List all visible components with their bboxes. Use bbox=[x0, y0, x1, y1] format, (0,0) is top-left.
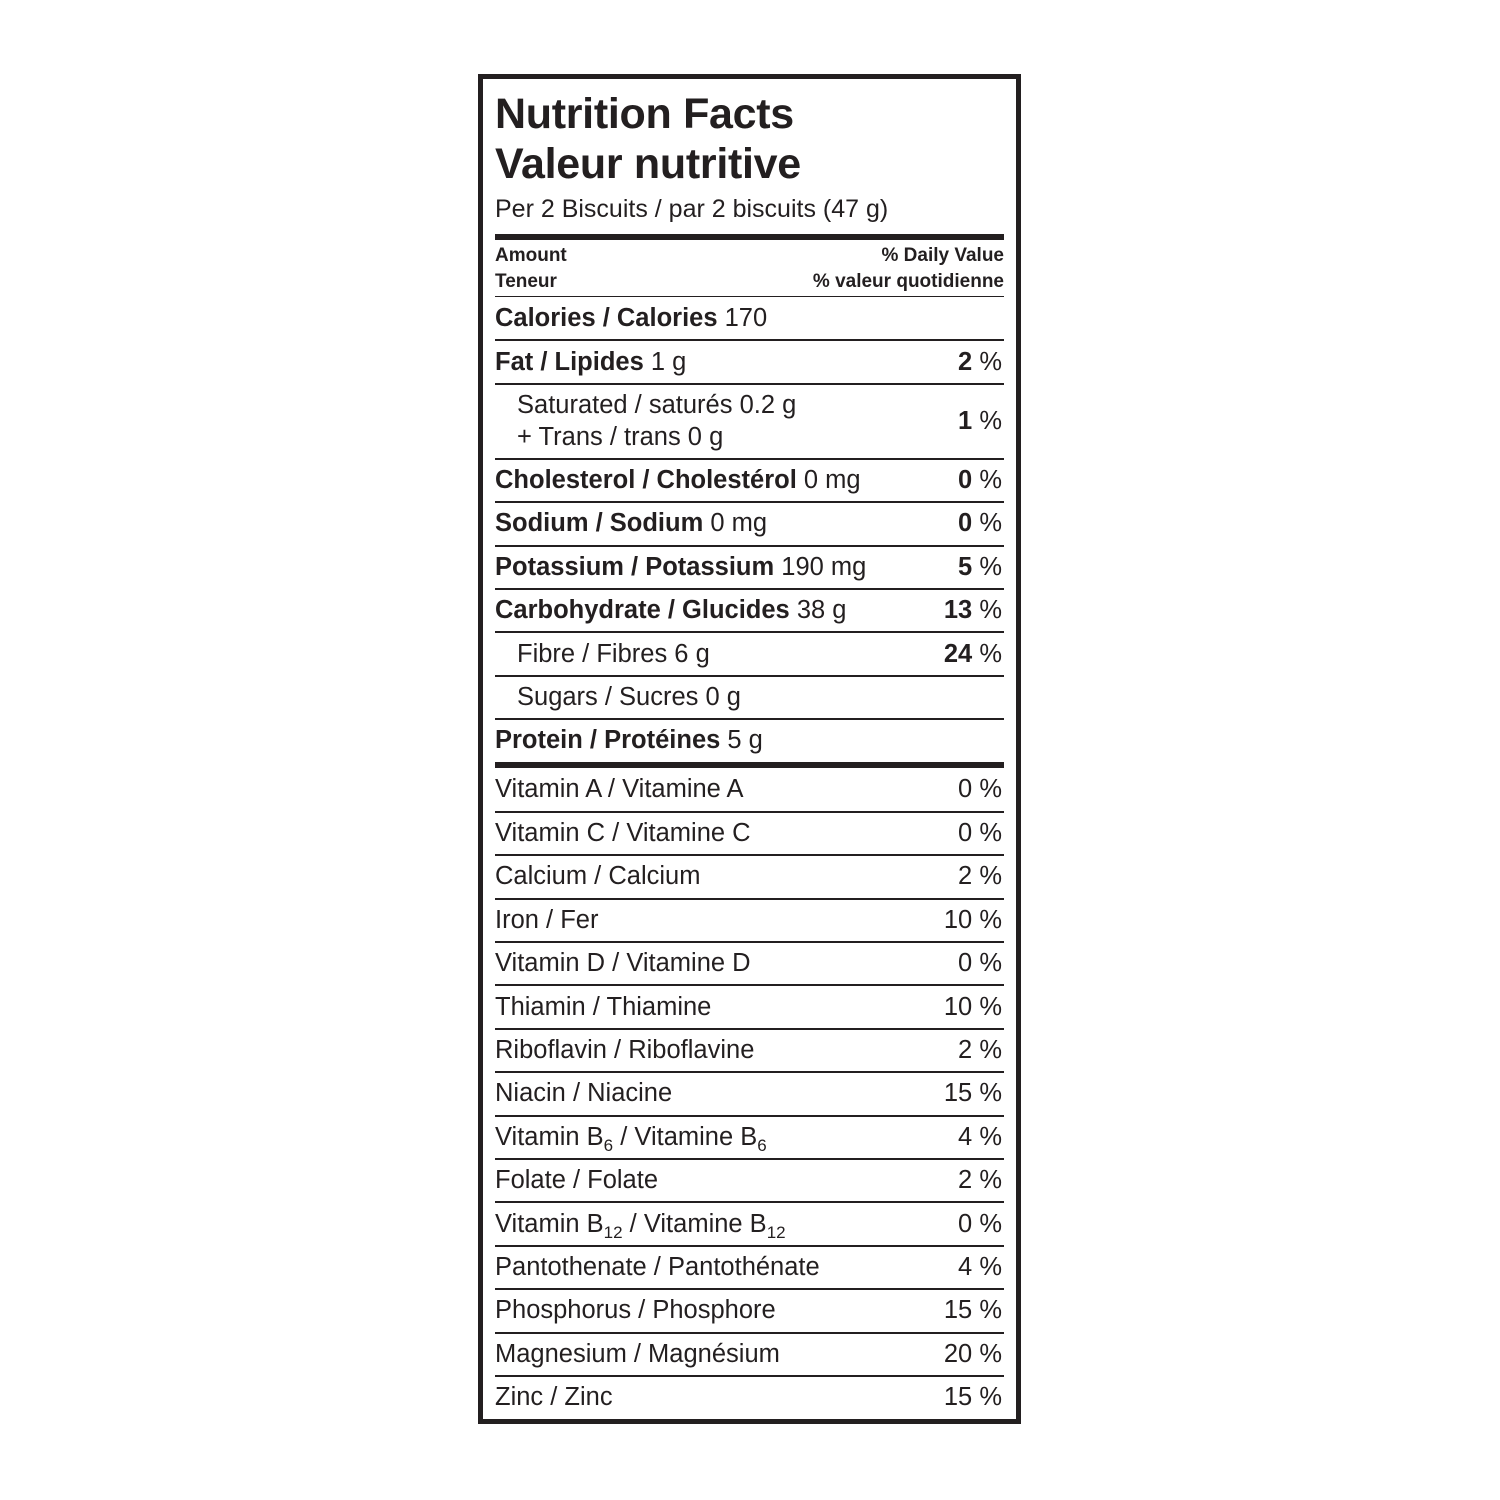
sodium-label: Sodium / Sodium bbox=[495, 509, 704, 538]
vitamin-row bbox=[495, 1071, 1004, 1114]
column-header bbox=[495, 240, 1004, 296]
vitamin-row bbox=[495, 1332, 1004, 1375]
fat-dv-value: 2 bbox=[958, 347, 973, 376]
protein-amount: 5 g bbox=[727, 726, 763, 755]
potassium-dv-percent: % bbox=[979, 552, 1002, 581]
vitamin-dv: 10 % bbox=[943, 992, 1002, 1021]
vitamin-label: Folate / Folate bbox=[495, 1166, 658, 1195]
calories-row bbox=[495, 296, 1004, 339]
carbohydrate-amount: 38 g bbox=[796, 596, 847, 625]
sodium-dv-value: 0 bbox=[958, 509, 973, 538]
vitamin-dv: 0 % bbox=[958, 819, 1002, 848]
potassium-label: Potassium / Potassium bbox=[495, 552, 775, 581]
carbohydrate-dv-value: 13 bbox=[943, 596, 973, 625]
vitamin-row bbox=[495, 1245, 1004, 1288]
vitamin-label-part: Vitamin B bbox=[495, 1209, 604, 1238]
vitamin-label: Thiamin / Thiamine bbox=[495, 992, 712, 1021]
vitamin-dv: 10 % bbox=[943, 905, 1002, 934]
vitamin-subscript: 12 bbox=[603, 1222, 623, 1242]
vitamin-subscript: 6 bbox=[603, 1135, 614, 1155]
vitamin-dv: 0 % bbox=[958, 774, 1002, 803]
cholesterol-dv bbox=[958, 466, 1004, 495]
vitamin-label: Niacin / Niacine bbox=[495, 1079, 673, 1108]
vitamin-label: Iron / Fer bbox=[495, 905, 599, 934]
vitamin-label: Calcium / Calcium bbox=[495, 862, 701, 891]
carbohydrate-dv bbox=[944, 596, 1004, 625]
saturated-trans-dv-value: 1 bbox=[958, 406, 973, 435]
cholesterol-dv-value: 0 bbox=[958, 465, 973, 494]
vitamin-label: Vitamin C / Vitamine C bbox=[495, 819, 751, 848]
amount-header-fr: Teneur bbox=[495, 271, 557, 292]
cholesterol-dv-percent: % bbox=[979, 465, 1002, 494]
title-english: Nutrition Facts bbox=[495, 90, 794, 138]
potassium-text bbox=[495, 553, 866, 582]
fibre-amount: 6 g bbox=[674, 639, 710, 668]
fat-text bbox=[495, 348, 686, 377]
vitamin-dv: 4 % bbox=[958, 1122, 1002, 1151]
amount-header-en: Amount bbox=[495, 245, 567, 266]
sodium-row bbox=[495, 501, 1004, 544]
calories-label: Calories / Calories bbox=[495, 303, 718, 332]
vitamin-dv: 2 % bbox=[958, 1166, 1002, 1195]
protein-row bbox=[495, 718, 1004, 761]
cholesterol-row bbox=[495, 458, 1004, 501]
fibre-dv-value: 24 bbox=[943, 639, 973, 668]
saturated-amount: 0.2 g bbox=[739, 391, 797, 420]
carbohydrate-dv-percent: % bbox=[979, 596, 1002, 625]
vitamin-row bbox=[495, 854, 1004, 897]
sugars-row bbox=[495, 675, 1004, 718]
vitamin-label-part: Vitamin B bbox=[495, 1122, 604, 1151]
vitamin-label-part: / Vitamine B bbox=[620, 1122, 758, 1151]
vitamin-label: Magnesium / Magnésium bbox=[495, 1339, 780, 1368]
carbohydrate-text bbox=[495, 596, 846, 625]
vitamin-label: Pantothenate / Pantothénate bbox=[495, 1253, 820, 1281]
saturated-label: Saturated / saturés bbox=[517, 391, 733, 420]
panel-content bbox=[495, 89, 1004, 1418]
fat-dv-percent: % bbox=[979, 347, 1002, 376]
calories-value: 170 bbox=[724, 303, 768, 332]
nutrition-facts-panel bbox=[478, 74, 1021, 1424]
saturated-trans-dv bbox=[958, 407, 1004, 436]
sugars-amount: 0 g bbox=[705, 682, 741, 711]
vitamin-dv: 4 % bbox=[958, 1253, 1002, 1281]
vitamin-row bbox=[495, 1028, 1004, 1071]
vitamin-dv: 20 % bbox=[943, 1339, 1002, 1368]
vitamin-row bbox=[495, 1288, 1004, 1331]
vitamin-label: Phosphorus / Phosphore bbox=[495, 1296, 776, 1325]
vitamin-subscript: 12 bbox=[766, 1222, 786, 1242]
trans-label: + Trans / trans bbox=[517, 423, 681, 452]
protein-label: Protein / Protéines bbox=[495, 726, 721, 755]
vitamin-row bbox=[495, 1158, 1004, 1201]
trans-amount: 0 g bbox=[687, 423, 724, 452]
cholesterol-label: Cholesterol / Cholestérol bbox=[495, 465, 797, 494]
saturated-trans-dv-percent: % bbox=[979, 406, 1002, 435]
amount-header bbox=[495, 243, 567, 296]
fibre-text bbox=[495, 640, 710, 669]
fat-label: Fat / Lipides bbox=[495, 347, 644, 376]
fibre-dv bbox=[944, 640, 1004, 669]
vitamin-dv: 2 % bbox=[958, 1036, 1002, 1065]
vitamin-row bbox=[495, 1115, 1004, 1158]
carbohydrate-row bbox=[495, 588, 1004, 631]
sugars-label: Sugars / Sucres bbox=[517, 682, 699, 711]
vitamin-dv: 0 % bbox=[958, 1209, 1002, 1238]
vitamin-dv: 15 % bbox=[943, 1383, 1002, 1412]
vitamin-subscript: 6 bbox=[757, 1135, 767, 1155]
saturated-line bbox=[517, 391, 796, 419]
calories-text bbox=[495, 304, 767, 333]
vitamin-dv: 15 % bbox=[943, 1079, 1002, 1108]
sodium-dv-percent: % bbox=[979, 509, 1002, 538]
potassium-row bbox=[495, 545, 1004, 588]
potassium-amount: 190 mg bbox=[781, 552, 867, 581]
fat-row bbox=[495, 339, 1004, 382]
fibre-row bbox=[495, 631, 1004, 674]
vitamin-row bbox=[495, 984, 1004, 1027]
vitamin-dv: 2 % bbox=[958, 862, 1002, 891]
vitamin-dv: 15 % bbox=[943, 1296, 1002, 1325]
cholesterol-amount: 0 mg bbox=[803, 465, 861, 494]
fibre-dv-percent: % bbox=[979, 639, 1002, 668]
vitamin-row bbox=[495, 1375, 1004, 1418]
vitamin-row bbox=[495, 898, 1004, 941]
fat-amount: 1 g bbox=[650, 347, 687, 376]
trans-line bbox=[517, 423, 723, 451]
vitamin-label: Zinc / Zinc bbox=[495, 1383, 613, 1412]
sodium-amount: 0 mg bbox=[710, 509, 768, 538]
fat-dv bbox=[958, 348, 1004, 377]
daily-value-header bbox=[813, 243, 1004, 296]
title-french: Valeur nutritive bbox=[495, 140, 801, 188]
cholesterol-text bbox=[495, 466, 861, 495]
sodium-dv bbox=[958, 509, 1004, 538]
daily-value-header-en: % Daily Value bbox=[881, 245, 1004, 266]
vitamin-dv: 0 % bbox=[958, 949, 1002, 978]
serving-size: Per 2 Biscuits / par 2 biscuits (47 g) bbox=[495, 195, 889, 223]
vitamin-label bbox=[495, 1122, 767, 1155]
vitamin-label: Riboflavin / Riboflavine bbox=[495, 1036, 755, 1065]
sodium-text bbox=[495, 509, 767, 538]
vitamin-label-part: / Vitamine B bbox=[622, 1209, 767, 1238]
sugars-text bbox=[495, 683, 741, 712]
saturated-trans-text bbox=[495, 389, 796, 453]
potassium-dv-value: 5 bbox=[958, 552, 973, 581]
vitamin-row bbox=[495, 768, 1004, 811]
fibre-label: Fibre / Fibres bbox=[517, 639, 668, 668]
vitamin-label: Vitamin A / Vitamine A bbox=[495, 774, 744, 803]
vitamin-row bbox=[495, 811, 1004, 854]
vitamin-label bbox=[495, 1209, 786, 1242]
potassium-dv bbox=[958, 553, 1004, 582]
vitamin-label: Vitamin D / Vitamine D bbox=[495, 949, 751, 978]
daily-value-header-fr: % valeur quotidienne bbox=[812, 271, 1004, 292]
protein-text bbox=[495, 726, 763, 755]
vitamin-row bbox=[495, 941, 1004, 984]
saturated-trans-row bbox=[495, 383, 1004, 458]
vitamin-row bbox=[495, 1201, 1004, 1244]
carbohydrate-label: Carbohydrate / Glucides bbox=[495, 596, 790, 625]
